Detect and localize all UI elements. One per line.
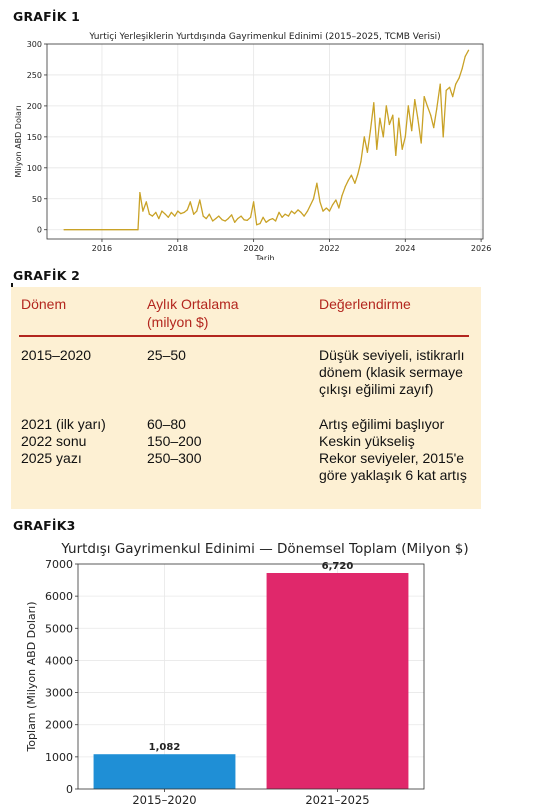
data-point xyxy=(247,220,248,221)
y-axis-label: Toplam (Milyon ABD Doları) xyxy=(25,601,38,752)
data-point xyxy=(316,183,317,184)
y-tick-label: 4000 xyxy=(45,654,73,668)
data-point xyxy=(212,220,213,221)
cell-evaluation: Artış eğilimi başlıyor xyxy=(319,416,445,432)
y-tick-label: 1000 xyxy=(45,750,73,764)
bar-chart xyxy=(0,534,533,811)
data-point xyxy=(319,201,320,202)
data-point xyxy=(345,186,346,187)
cell-period: 2021 (ilk yarı) xyxy=(21,416,106,432)
cell-evaluation: Keskin yükseliş xyxy=(319,433,415,449)
data-point xyxy=(424,96,425,97)
header-monthly-average: Aylık Ortalama (milyon $) xyxy=(147,296,239,330)
data-point xyxy=(300,212,301,213)
data-point xyxy=(177,211,178,212)
data-point xyxy=(364,136,365,137)
data-point xyxy=(231,214,232,215)
data-point xyxy=(161,211,162,212)
data-point xyxy=(370,130,371,131)
header-period: Dönem xyxy=(21,296,67,312)
data-point xyxy=(228,218,229,219)
y-tick-label: 300 xyxy=(26,40,42,49)
data-point xyxy=(440,84,441,85)
data-point xyxy=(341,195,342,196)
data-point xyxy=(465,56,466,57)
data-point xyxy=(174,215,175,216)
grafik-3-label: GRAFİK3 xyxy=(13,518,76,533)
data-point xyxy=(206,218,207,219)
data-point xyxy=(253,201,254,202)
data-point xyxy=(146,201,147,202)
data-point xyxy=(244,219,245,220)
bar xyxy=(94,754,236,789)
data-point xyxy=(354,183,355,184)
data-point xyxy=(269,219,270,220)
data-point xyxy=(193,214,194,215)
x-axis-label: Tarih xyxy=(255,254,275,260)
data-point xyxy=(237,218,238,219)
data-point xyxy=(288,215,289,216)
data-point xyxy=(459,77,460,78)
data-point xyxy=(433,127,434,128)
data-point xyxy=(332,204,333,205)
data-point xyxy=(436,108,437,109)
data-point xyxy=(443,136,444,137)
data-point xyxy=(294,213,295,214)
data-point xyxy=(322,211,323,212)
data-point xyxy=(414,99,415,100)
cell-average: 250–300 xyxy=(147,450,202,466)
bar-value-label: 6,720 xyxy=(321,561,354,572)
data-point xyxy=(278,212,279,213)
data-point xyxy=(234,222,235,223)
data-point xyxy=(462,68,463,69)
y-tick-label: 0 xyxy=(66,783,73,796)
data-point xyxy=(452,96,453,97)
series-line xyxy=(64,50,469,230)
y-tick-label: 150 xyxy=(26,132,42,142)
y-tick-label: 0 xyxy=(36,225,42,235)
data-point xyxy=(152,215,153,216)
data-point xyxy=(297,209,298,210)
data-point xyxy=(417,118,418,119)
y-tick-label: 5000 xyxy=(45,622,73,636)
y-axis-label: Milyon ABD Doları xyxy=(14,105,23,178)
summary-table xyxy=(11,287,481,509)
data-point xyxy=(348,180,349,181)
cell-evaluation: Rekor seviyeler, 2015'e göre yaklaşık 6 kat artış xyxy=(319,450,467,483)
grafik-1-label: GRAFİK 1 xyxy=(13,9,81,24)
data-point xyxy=(184,212,185,213)
y-tick-label: 200 xyxy=(26,101,42,111)
data-point xyxy=(259,223,260,224)
x-tick-label: 2016 xyxy=(91,244,113,253)
data-point xyxy=(190,201,191,202)
data-point xyxy=(168,217,169,218)
data-point xyxy=(383,136,384,137)
data-point xyxy=(199,199,200,200)
cell-average: 25–50 xyxy=(147,347,186,363)
data-point xyxy=(250,217,251,218)
data-point xyxy=(196,211,197,212)
x-tick-label: 2021–2025 xyxy=(305,793,370,807)
x-tick-label: 2022 xyxy=(319,244,340,253)
data-point xyxy=(310,204,311,205)
chart-title: Yurtdışı Gayrimenkul Edinimi — Dönemsel Toplam (Milyon $) xyxy=(61,541,469,557)
data-point xyxy=(389,124,390,125)
data-point xyxy=(218,215,219,216)
y-tick-label: 7000 xyxy=(45,558,73,571)
data-point xyxy=(209,214,210,215)
table-header-divider xyxy=(19,335,469,337)
data-point xyxy=(427,105,428,106)
data-point xyxy=(284,214,285,215)
data-point xyxy=(386,105,387,106)
data-point xyxy=(203,215,204,216)
data-point xyxy=(291,211,292,212)
line-chart xyxy=(0,24,533,260)
data-point xyxy=(468,50,469,51)
cell-period: 2022 sonu xyxy=(21,433,87,449)
data-point xyxy=(158,218,159,219)
data-point xyxy=(139,192,140,193)
data-point xyxy=(155,212,156,213)
x-tick-label: 2026 xyxy=(470,244,492,253)
y-tick-label: 6000 xyxy=(45,590,73,604)
data-point xyxy=(335,199,336,200)
data-point xyxy=(187,209,188,210)
data-point xyxy=(266,222,267,223)
data-point xyxy=(392,115,393,116)
cell-period: 2015–2020 xyxy=(21,347,92,363)
data-point xyxy=(405,136,406,137)
data-point xyxy=(256,224,257,225)
data-point xyxy=(367,152,368,153)
y-tick-label: 2000 xyxy=(45,718,73,732)
data-point xyxy=(373,102,374,103)
data-point xyxy=(171,212,172,213)
cell-average: 150–200 xyxy=(147,433,202,449)
x-tick-label: 2020 xyxy=(243,244,264,253)
grafik-2-label: GRAFİK 2 xyxy=(13,268,81,283)
data-point xyxy=(222,219,223,220)
y-tick-label: 100 xyxy=(26,163,42,173)
data-point xyxy=(329,211,330,212)
header-evaluation: Değerlendirme xyxy=(319,296,411,312)
data-point xyxy=(272,218,273,219)
data-point xyxy=(180,213,181,214)
data-point xyxy=(215,218,216,219)
data-point xyxy=(326,207,327,208)
x-tick-label: 2024 xyxy=(395,244,416,253)
data-point xyxy=(149,214,150,215)
data-point xyxy=(338,207,339,208)
bar xyxy=(267,573,409,789)
data-point xyxy=(402,149,403,150)
data-point xyxy=(165,214,166,215)
y-tick-label: 50 xyxy=(31,194,42,204)
data-point xyxy=(225,220,226,221)
data-point xyxy=(449,87,450,88)
data-point xyxy=(455,84,456,85)
data-point xyxy=(303,215,304,216)
data-point xyxy=(241,215,242,216)
data-point xyxy=(411,130,412,131)
data-point xyxy=(137,229,138,230)
x-tick-label: 2015–2020 xyxy=(132,793,197,807)
bar-value-label: 1,082 xyxy=(148,742,181,754)
chart-title: Yurtiçi Yerleşiklerin Yurtdışında Gayrimenkul Edinimi (2015–2025, TCMB Verisi) xyxy=(89,32,441,42)
data-point xyxy=(263,217,264,218)
data-point xyxy=(357,173,358,174)
data-point xyxy=(376,149,377,150)
data-point xyxy=(408,105,409,106)
y-tick-label: 3000 xyxy=(45,686,73,700)
x-tick-label: 2018 xyxy=(167,244,188,253)
data-point xyxy=(142,211,143,212)
plot-frame xyxy=(47,44,483,239)
data-point xyxy=(313,198,314,199)
cell-average: 60–80 xyxy=(147,416,186,432)
cell-period: 2025 yazı xyxy=(21,450,82,466)
data-point xyxy=(63,229,64,230)
data-point xyxy=(307,211,308,212)
data-point xyxy=(421,142,422,143)
data-point xyxy=(398,118,399,119)
data-point xyxy=(395,155,396,156)
cell-evaluation: Düşük seviyeli, istikrarlı dönem (klasik sermaye çıkışı eğilimi zayıf) xyxy=(319,347,465,397)
data-point xyxy=(446,90,447,91)
data-point xyxy=(275,220,276,221)
data-point xyxy=(430,115,431,116)
data-point xyxy=(351,175,352,176)
data-point xyxy=(379,118,380,119)
data-point xyxy=(281,217,282,218)
data-point xyxy=(360,161,361,162)
y-tick-label: 250 xyxy=(26,70,42,80)
